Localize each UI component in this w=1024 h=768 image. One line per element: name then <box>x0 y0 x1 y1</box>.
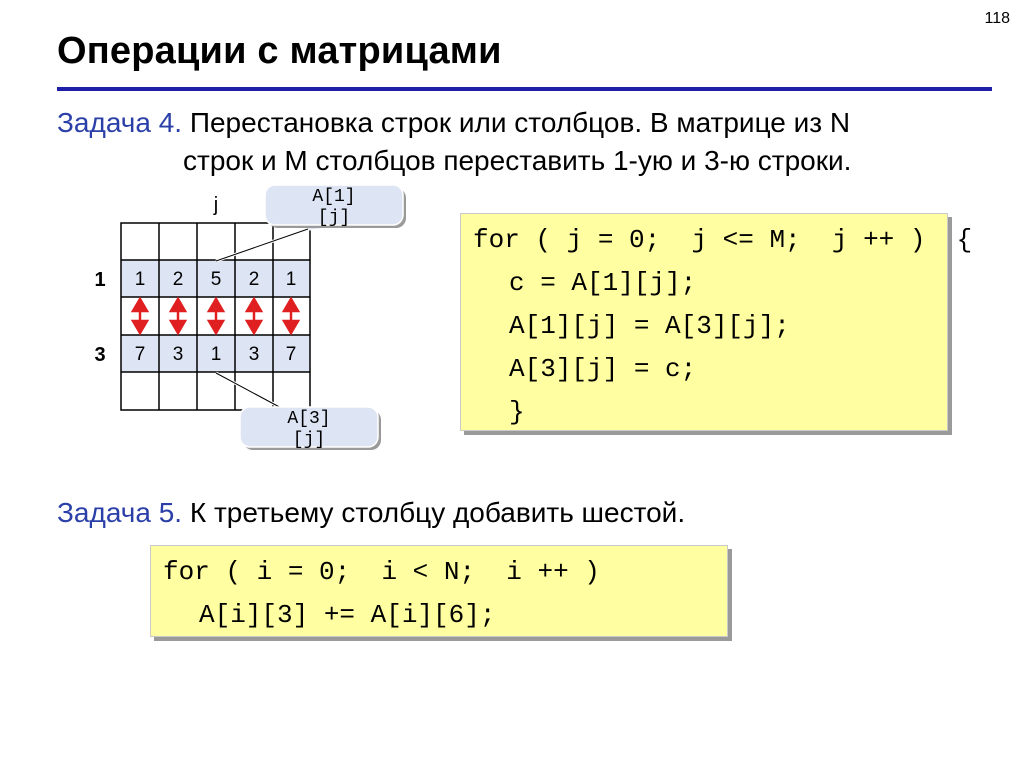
task4-text-line2: строк и M столбцов переставить 1-ую и 3-ю строки. <box>183 145 852 176</box>
swap-arrow-icon <box>171 299 185 333</box>
code-line: } <box>509 397 525 427</box>
cell-r3-c1: 7 <box>134 344 146 365</box>
task5-label: Задача 5. <box>57 497 183 528</box>
code-block-task4 <box>460 213 973 431</box>
task4-text-line1: Перестановка строк или столбцов. В матрице из N <box>182 107 851 138</box>
cell-r1-c3: 5 <box>210 269 222 290</box>
callout-top-line1: A[1] <box>312 187 356 207</box>
cell-r1-c2: 2 <box>172 269 184 290</box>
keyword-for: for <box>473 225 520 255</box>
callout-top-line2: [j] <box>317 208 351 228</box>
loop-header: ( i = 0; i < N; i ++ ) <box>209 557 600 587</box>
callout-bottom-line2: [j] <box>292 430 326 450</box>
row-label-1: 1 <box>94 269 106 291</box>
task5-text: К третьему столбцу добавить шестой. <box>182 497 686 528</box>
code-line <box>473 219 973 262</box>
code-line <box>163 551 727 594</box>
task4-label: Задача 4. <box>57 107 183 138</box>
swap-arrow-icon <box>284 299 298 333</box>
task5-statement <box>57 494 685 532</box>
matrix-diagram <box>80 185 410 465</box>
swap-arrow-icon <box>209 299 223 333</box>
slide-title: Операции с матрицами <box>57 30 502 72</box>
row-label-3: 3 <box>94 344 106 366</box>
swap-arrow-icon <box>133 299 147 333</box>
code-line: c = A[1][j]; <box>509 268 697 298</box>
page-number: 118 <box>984 10 1010 27</box>
callout-a3j <box>216 373 381 450</box>
cell-r1-c5: 1 <box>285 269 297 290</box>
cell-r3-c3: 1 <box>210 344 222 365</box>
code-block-task5 <box>150 545 728 637</box>
keyword-for: for <box>163 557 210 587</box>
code-line: A[3][j] = c; <box>509 354 697 384</box>
column-label: j <box>213 194 219 216</box>
cell-r3-c2: 3 <box>172 344 184 365</box>
cell-r3-c5: 7 <box>285 344 297 365</box>
callout-bottom-line1: A[3] <box>287 409 331 429</box>
loop-header: ( j = 0; j <= M; j ++ ) { <box>519 225 973 255</box>
swap-arrow-icon <box>247 299 261 333</box>
cell-r1-c4: 2 <box>248 269 260 290</box>
code-line: A[i][3] += A[i][6]; <box>199 600 496 630</box>
cell-r1-c1: 1 <box>134 269 146 290</box>
cell-r3-c4: 3 <box>248 344 260 365</box>
task4-statement <box>57 104 977 180</box>
title-divider <box>57 87 992 91</box>
code-line: A[1][j] = A[3][j]; <box>509 311 790 341</box>
